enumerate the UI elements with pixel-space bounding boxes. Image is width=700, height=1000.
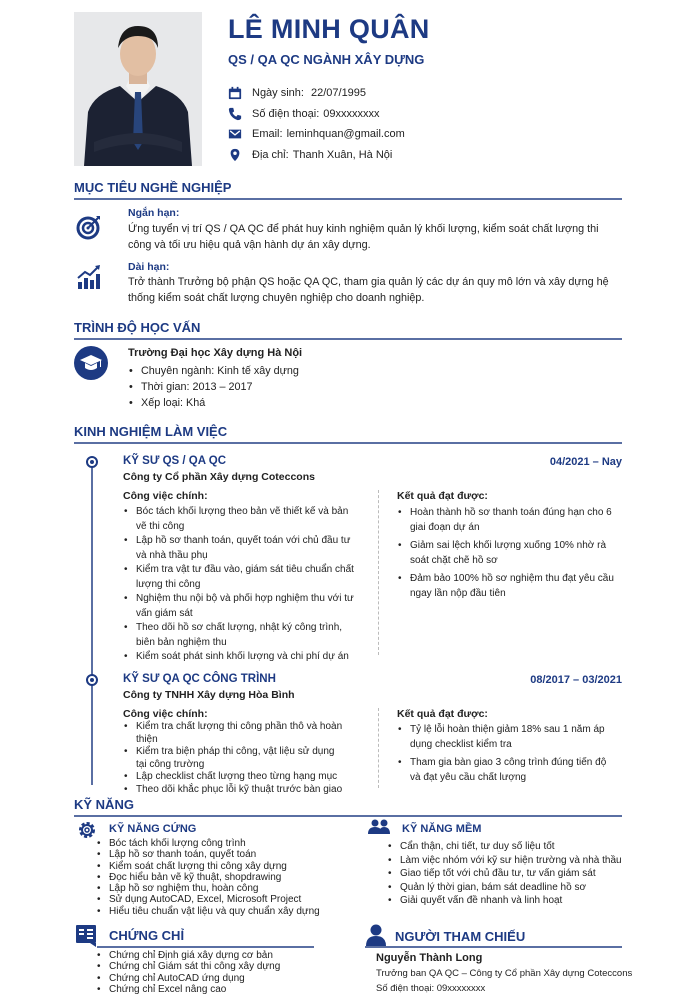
objective-long-label: Dài hạn:	[128, 261, 170, 273]
job-results	[397, 708, 607, 789]
skill-item: • Đọc hiểu bản vẽ kỹ thuật, shopdrawing	[96, 872, 320, 883]
result-item: • Đảm bảo 100% hồ sơ nghiệm thu đạt yêu cầu ngay lần nộp đầu tiên	[397, 572, 625, 601]
info-label: Số điện thoại:	[252, 108, 320, 120]
info-email	[228, 126, 405, 142]
hard-skills-list	[96, 838, 320, 917]
section-heading-objective: MỤC TIÊU NGHỀ NGHIỆP	[74, 180, 622, 200]
job-dates: 04/2021 – Nay	[549, 456, 622, 468]
reference-name: Nguyễn Thành Long	[376, 952, 483, 964]
education-item: • Chuyên ngành: Kinh tế xây dựng	[128, 363, 299, 379]
skill-item: • Làm việc nhóm với kỹ sư hiện trường và nhà thầu	[387, 854, 622, 868]
duty-item: • Nghiệm thu nội bộ và phối hợp nghiệm thu với tư vấn giám sát	[123, 592, 355, 621]
soft-skills-list	[387, 840, 622, 908]
skill-item: • Lập hồ sơ thanh toán, quyết toán	[96, 849, 320, 860]
result-item: • Giảm sai lệch khối lượng xuống 10% nhờ rà soát chặt chẽ hồ sơ	[397, 539, 625, 568]
graduation-cap-icon	[74, 346, 108, 380]
objective-long-text: Trở thành Trưởng bộ phận QS hoặc QA QC, tham gia quản lý các dự án quy mô lớn và xây dựng hệ thống kiểm soát chất lượng chuyên nghiệp cho doanh nghiệp.	[128, 276, 609, 304]
info-label: Ngày sinh:	[252, 87, 304, 99]
job-duties	[123, 490, 355, 665]
duty-item: • Kiểm tra biện pháp thi công, vật liệu sử dụng tại công trường	[123, 746, 363, 771]
phone-icon	[228, 107, 242, 121]
reference-position: Trưởng ban QA QC – Công ty Cổ phần Xây dựng Coteccons	[376, 968, 633, 979]
candidate-title: QS / QA QC NGÀNH XÂY DỰNG	[228, 52, 425, 67]
column-divider	[378, 708, 379, 788]
reference-phone: Số điện thoại: 09xxxxxxxx	[376, 983, 486, 994]
objective-short-text: Ứng tuyển vị trí QS / QA QC để phát huy kinh nghiệm quản lý khối lượng, kiểm soát chất lượng thi công và tối ưu hiệu quả vận hành dự án xây dựng.	[128, 223, 599, 251]
skill-item: • Kiểm soát chất lượng thi công xây dựng	[96, 861, 320, 872]
section-heading-education: TRÌNH ĐỘ HỌC VẤN	[74, 320, 622, 340]
calendar-icon	[228, 86, 242, 100]
job-title: KỸ SƯ QS / QA QC	[123, 455, 227, 467]
skill-item: • Sử dụng AutoCAD, Excel, Microsoft Project	[96, 894, 320, 905]
duty-item: • Theo dõi khắc phục lỗi kỹ thuật trước bàn giao	[123, 784, 363, 797]
info-label: Địa chỉ:	[252, 149, 289, 161]
team-icon	[367, 819, 391, 835]
profile-photo	[74, 12, 202, 166]
job-results	[397, 490, 625, 605]
info-birthdate	[228, 85, 366, 101]
gear-icon	[77, 820, 97, 840]
job-company: Công ty Cổ phần Xây dựng Coteccons	[123, 471, 315, 483]
duty-item: • Lập hồ sơ thanh toán, quyết toán với chủ đầu tư và nhà thầu phụ	[123, 534, 355, 563]
section-heading-experience: KINH NGHIỆM LÀM VIỆC	[74, 424, 622, 444]
result-item: • Tỷ lệ lỗi hoàn thiện giảm 18% sau 1 năm áp dụng checklist kiểm tra	[397, 723, 607, 752]
skill-item: • Giao tiếp tốt với chủ đầu tư, tư vấn giám sát	[387, 867, 622, 881]
education-details	[128, 363, 299, 411]
target-icon	[76, 214, 102, 240]
soft-skills-title: KỸ NĂNG MỀM	[402, 823, 482, 835]
duty-item: • Theo dõi hồ sơ chất lượng, nhật ký công trình, biên bản nghiệm thu	[123, 621, 355, 650]
certificate-item: • Chứng chỉ Định giá xây dựng cơ bản	[96, 950, 280, 961]
certificate-item: • Chứng chỉ Giám sát thi công xây dựng	[96, 961, 280, 972]
job-company: Công ty TNHH Xây dựng Hòa Bình	[123, 689, 295, 701]
section-heading-skills: KỸ NĂNG	[74, 797, 622, 817]
duty-item: • Kiểm tra chất lượng thi công phần thô và hoàn thiện	[123, 721, 363, 746]
skill-item: • Giải quyết vấn đề nhanh và linh hoạt	[387, 894, 622, 908]
duty-item: • Lập checklist chất lượng theo từng hạng mục	[123, 771, 363, 784]
result-item: • Hoàn thành hồ sơ thanh toán đúng hạn cho 6 giai đoạn dự án	[397, 506, 625, 535]
location-icon	[228, 148, 242, 162]
reference-title: NGƯỜI THAM CHIẾU	[395, 929, 526, 944]
hard-skills-title: KỸ NĂNG CỨNG	[109, 823, 197, 835]
info-phone	[228, 106, 380, 122]
results-label: Kết quả đạt được:	[397, 708, 488, 720]
info-value: 22/07/1995	[310, 87, 367, 99]
info-label: Email:	[252, 128, 283, 140]
certificate-item: • Chứng chỉ Excel nâng cao	[96, 984, 280, 995]
certificate-icon	[76, 925, 96, 947]
duty-item: • Kiểm soát phát sinh khối lượng và chi phí dự án	[123, 650, 355, 665]
column-divider	[378, 490, 379, 655]
certificates-list	[96, 950, 280, 995]
info-address	[228, 147, 392, 163]
certificates-rule	[97, 946, 314, 948]
info-value: leminhquan@gmail.com	[286, 128, 405, 140]
objective-short-label: Ngắn hạn:	[128, 207, 180, 219]
person-icon	[366, 924, 386, 946]
certificate-item: • Chứng chỉ AutoCAD ứng dụng	[96, 973, 280, 984]
skill-item: • Hiểu tiêu chuẩn vật liệu và quy chuẩn xây dựng	[96, 906, 320, 917]
reference-rule	[365, 946, 622, 948]
job-title: KỸ SƯ QA QC CÔNG TRÌNH	[123, 673, 276, 685]
timeline-line	[91, 462, 93, 785]
timeline-dot	[86, 456, 98, 468]
education-item: • Thời gian: 2013 – 2017	[128, 379, 299, 395]
skill-item: • Bóc tách khối lượng công trình	[96, 838, 320, 849]
duty-item: • Bóc tách khối lượng theo bản vẽ thiết kế và bản vẽ thi công	[123, 505, 355, 534]
education-item: • Xếp loại: Khá	[128, 395, 299, 411]
school-name: Trường Đại học Xây dựng Hà Nội	[128, 347, 303, 359]
skill-item: • Lập hồ sơ nghiệm thu, hoàn công	[96, 883, 320, 894]
growth-chart-icon	[76, 264, 102, 290]
duties-label: Công việc chính:	[123, 490, 208, 502]
skill-item: • Quản lý thời gian, bám sát deadline hồ sơ	[387, 881, 622, 895]
results-label: Kết quả đạt được:	[397, 490, 488, 502]
info-value: Thanh Xuân, Hà Nội	[292, 149, 393, 161]
certificates-title: CHỨNG CHỈ	[109, 928, 185, 943]
timeline-dot	[86, 674, 98, 686]
duties-label: Công việc chính:	[123, 708, 208, 720]
candidate-name: LÊ MINH QUÂN	[228, 14, 430, 44]
result-item: • Tham gia bàn giao 3 công trình đúng tiến độ và đạt yêu cầu chất lượng	[397, 756, 607, 785]
info-value: 09xxxxxxxx	[323, 108, 380, 120]
skill-item: • Cẩn thận, chi tiết, tư duy số liệu tốt	[387, 840, 622, 854]
duty-item: • Kiểm tra vật tư đầu vào, giám sát tiêu chuẩn chất lượng thi công	[123, 563, 355, 592]
email-icon	[228, 127, 242, 141]
job-duties	[123, 708, 363, 796]
job-dates: 08/2017 – 03/2021	[530, 674, 622, 686]
